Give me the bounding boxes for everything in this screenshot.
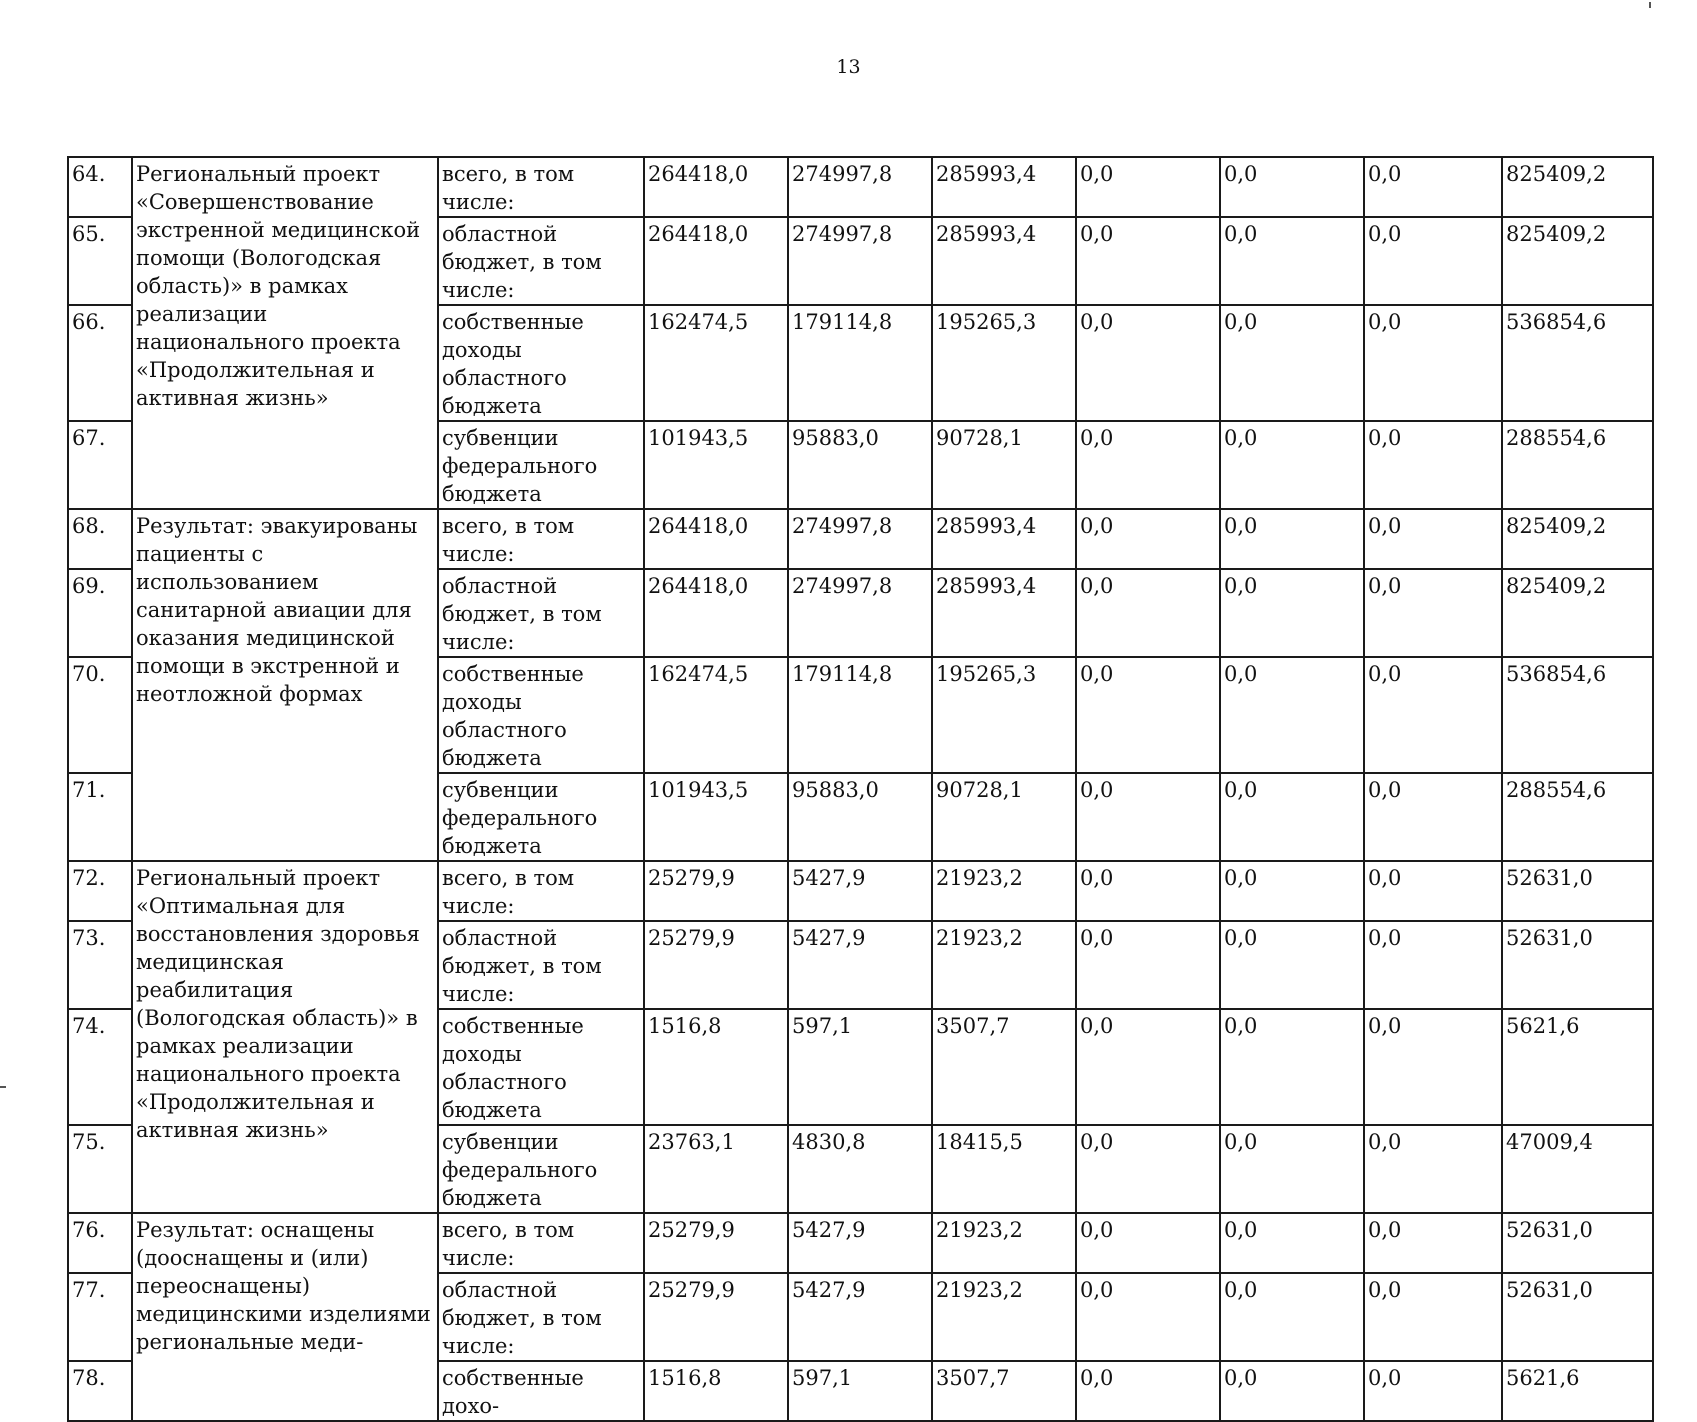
amount-cell: 0,0 xyxy=(1076,921,1220,1009)
table-row xyxy=(68,861,1653,921)
amount-cell: 285993,4 xyxy=(932,569,1076,657)
amount-cell: 597,1 xyxy=(788,1361,932,1421)
amount-cell: 179114,8 xyxy=(788,305,932,421)
total-value-cell: 536854,6 xyxy=(1502,657,1653,773)
amount-cell: 0,0 xyxy=(1220,921,1364,1009)
funding-source: собственные дохо- xyxy=(438,1361,644,1421)
amount-cell: 0,0 xyxy=(1364,1213,1502,1273)
amount-cell: 274997,8 xyxy=(788,157,932,217)
row-number: 71. xyxy=(68,773,132,861)
funding-source: всего, в том числе: xyxy=(438,157,644,217)
row-number: 68. xyxy=(68,509,132,569)
amount-cell: 0,0 xyxy=(1364,657,1502,773)
funding-source: субвенции федерального бюджета xyxy=(438,421,644,509)
amount-cell: 0,0 xyxy=(1076,1361,1220,1421)
budget-table xyxy=(67,156,1654,1422)
amount-cell: 0,0 xyxy=(1220,1125,1364,1213)
amount-cell: 0,0 xyxy=(1076,861,1220,921)
scan-edge-mark xyxy=(0,1086,6,1088)
amount-cell: 0,0 xyxy=(1220,217,1364,305)
total-value-cell: 288554,6 xyxy=(1502,773,1653,861)
funding-source: областной бюджет, в том числе: xyxy=(438,217,644,305)
amount-cell: 5427,9 xyxy=(788,1213,932,1273)
amount-cell: 0,0 xyxy=(1364,1273,1502,1361)
amount-cell: 285993,4 xyxy=(932,217,1076,305)
amount-cell: 0,0 xyxy=(1220,657,1364,773)
funding-source: всего, в том числе: xyxy=(438,509,644,569)
amount-cell: 274997,8 xyxy=(788,569,932,657)
row-number: 77. xyxy=(68,1273,132,1361)
row-number: 64. xyxy=(68,157,132,217)
total-value-cell: 825409,2 xyxy=(1502,569,1653,657)
group-description: Региональный проект «Оптимальная для восстановления здоровья медицинская реабилитация (Вологодская область)» в рамках реализации национального проекта «Продолжительная и активная жизнь» xyxy=(132,861,438,1213)
funding-source: областной бюджет, в том числе: xyxy=(438,569,644,657)
row-number: 75. xyxy=(68,1125,132,1213)
amount-cell: 5427,9 xyxy=(788,861,932,921)
amount-cell: 0,0 xyxy=(1220,861,1364,921)
amount-cell: 5427,9 xyxy=(788,1273,932,1361)
amount-cell: 0,0 xyxy=(1364,157,1502,217)
amount-cell: 0,0 xyxy=(1076,1009,1220,1125)
row-number: 70. xyxy=(68,657,132,773)
total-value-cell: 825409,2 xyxy=(1502,509,1653,569)
table-row xyxy=(68,509,1653,569)
row-number: 65. xyxy=(68,217,132,305)
group-description: Региональный проект «Совершенствование экстренной медицинской помощи (Вологодская область)» в рамках реализации национального проекта «Продолжительная и активная жизнь» xyxy=(132,157,438,509)
amount-cell: 264418,0 xyxy=(644,217,788,305)
total-value-cell: 288554,6 xyxy=(1502,421,1653,509)
amount-cell: 101943,5 xyxy=(644,421,788,509)
row-number: 72. xyxy=(68,861,132,921)
total-value-cell: 5621,6 xyxy=(1502,1361,1653,1421)
amount-cell: 25279,9 xyxy=(644,1273,788,1361)
amount-cell: 0,0 xyxy=(1364,509,1502,569)
amount-cell: 195265,3 xyxy=(932,305,1076,421)
amount-cell: 0,0 xyxy=(1364,217,1502,305)
funding-source: всего, в том числе: xyxy=(438,1213,644,1273)
amount-cell: 101943,5 xyxy=(644,773,788,861)
amount-cell: 0,0 xyxy=(1076,421,1220,509)
amount-cell: 0,0 xyxy=(1076,1125,1220,1213)
amount-cell: 0,0 xyxy=(1220,1273,1364,1361)
table-body xyxy=(68,157,1653,1421)
amount-cell: 0,0 xyxy=(1076,509,1220,569)
total-value-cell: 536854,6 xyxy=(1502,305,1653,421)
amount-cell: 597,1 xyxy=(788,1009,932,1125)
scan-corner-mark xyxy=(1649,2,1651,8)
funding-source: собственные доходы областного бюджета xyxy=(438,305,644,421)
amount-cell: 21923,2 xyxy=(932,921,1076,1009)
amount-cell: 0,0 xyxy=(1076,157,1220,217)
amount-cell: 0,0 xyxy=(1364,569,1502,657)
funding-source: областной бюджет, в том числе: xyxy=(438,921,644,1009)
amount-cell: 0,0 xyxy=(1220,773,1364,861)
row-number: 76. xyxy=(68,1213,132,1273)
amount-cell: 179114,8 xyxy=(788,657,932,773)
total-value-cell: 825409,2 xyxy=(1502,217,1653,305)
funding-source: областной бюджет, в том числе: xyxy=(438,1273,644,1361)
amount-cell: 0,0 xyxy=(1076,569,1220,657)
amount-cell: 162474,5 xyxy=(644,305,788,421)
amount-cell: 18415,5 xyxy=(932,1125,1076,1213)
amount-cell: 1516,8 xyxy=(644,1009,788,1125)
amount-cell: 95883,0 xyxy=(788,421,932,509)
total-value-cell: 52631,0 xyxy=(1502,921,1653,1009)
total-value-cell: 52631,0 xyxy=(1502,1273,1653,1361)
funding-source: собственные доходы областного бюджета xyxy=(438,1009,644,1125)
amount-cell: 0,0 xyxy=(1364,861,1502,921)
amount-cell: 0,0 xyxy=(1220,1361,1364,1421)
amount-cell: 25279,9 xyxy=(644,861,788,921)
row-number: 66. xyxy=(68,305,132,421)
amount-cell: 285993,4 xyxy=(932,509,1076,569)
amount-cell: 1516,8 xyxy=(644,1361,788,1421)
total-value-cell: 52631,0 xyxy=(1502,861,1653,921)
funding-source: субвенции федерального бюджета xyxy=(438,773,644,861)
amount-cell: 0,0 xyxy=(1220,509,1364,569)
amount-cell: 0,0 xyxy=(1220,421,1364,509)
amount-cell: 3507,7 xyxy=(932,1009,1076,1125)
amount-cell: 23763,1 xyxy=(644,1125,788,1213)
amount-cell: 264418,0 xyxy=(644,157,788,217)
amount-cell: 95883,0 xyxy=(788,773,932,861)
row-number: 73. xyxy=(68,921,132,1009)
amount-cell: 274997,8 xyxy=(788,509,932,569)
row-number: 67. xyxy=(68,421,132,509)
amount-cell: 0,0 xyxy=(1364,773,1502,861)
amount-cell: 195265,3 xyxy=(932,657,1076,773)
amount-cell: 285993,4 xyxy=(932,157,1076,217)
amount-cell: 0,0 xyxy=(1364,305,1502,421)
group-description: Результат: оснащены (дооснащены и (или) переоснащены) медицинскими изделиями региональные меди- xyxy=(132,1213,438,1421)
amount-cell: 5427,9 xyxy=(788,921,932,1009)
row-number: 78. xyxy=(68,1361,132,1421)
amount-cell: 274997,8 xyxy=(788,217,932,305)
amount-cell: 0,0 xyxy=(1364,1361,1502,1421)
amount-cell: 0,0 xyxy=(1364,421,1502,509)
amount-cell: 21923,2 xyxy=(932,861,1076,921)
amount-cell: 90728,1 xyxy=(932,421,1076,509)
table-row xyxy=(68,1213,1653,1273)
amount-cell: 0,0 xyxy=(1076,217,1220,305)
funding-source: собственные доходы областного бюджета xyxy=(438,657,644,773)
amount-cell: 0,0 xyxy=(1220,1009,1364,1125)
page-number: 13 xyxy=(836,56,861,78)
total-value-cell: 825409,2 xyxy=(1502,157,1653,217)
amount-cell: 0,0 xyxy=(1220,157,1364,217)
amount-cell: 162474,5 xyxy=(644,657,788,773)
amount-cell: 21923,2 xyxy=(932,1273,1076,1361)
funding-source: всего, в том числе: xyxy=(438,861,644,921)
total-value-cell: 52631,0 xyxy=(1502,1213,1653,1273)
amount-cell: 0,0 xyxy=(1076,773,1220,861)
amount-cell: 21923,2 xyxy=(932,1213,1076,1273)
table-row xyxy=(68,157,1653,217)
row-number: 69. xyxy=(68,569,132,657)
amount-cell: 0,0 xyxy=(1076,1213,1220,1273)
amount-cell: 0,0 xyxy=(1364,1125,1502,1213)
amount-cell: 0,0 xyxy=(1076,305,1220,421)
amount-cell: 0,0 xyxy=(1364,1009,1502,1125)
amount-cell: 0,0 xyxy=(1364,921,1502,1009)
total-value-cell: 5621,6 xyxy=(1502,1009,1653,1125)
amount-cell: 25279,9 xyxy=(644,921,788,1009)
row-number: 74. xyxy=(68,1009,132,1125)
total-value-cell: 47009,4 xyxy=(1502,1125,1653,1213)
amount-cell: 0,0 xyxy=(1220,1213,1364,1273)
amount-cell: 25279,9 xyxy=(644,1213,788,1273)
amount-cell: 0,0 xyxy=(1220,569,1364,657)
amount-cell: 90728,1 xyxy=(932,773,1076,861)
amount-cell: 4830,8 xyxy=(788,1125,932,1213)
amount-cell: 264418,0 xyxy=(644,509,788,569)
amount-cell: 3507,7 xyxy=(932,1361,1076,1421)
amount-cell: 0,0 xyxy=(1076,657,1220,773)
amount-cell: 0,0 xyxy=(1076,1273,1220,1361)
amount-cell: 0,0 xyxy=(1220,305,1364,421)
group-description: Результат: эвакуированы пациенты с использованием санитарной авиации для оказания медицинской помощи в экстренной и неотложной формах xyxy=(132,509,438,861)
funding-source: субвенции федерального бюджета xyxy=(438,1125,644,1213)
amount-cell: 264418,0 xyxy=(644,569,788,657)
